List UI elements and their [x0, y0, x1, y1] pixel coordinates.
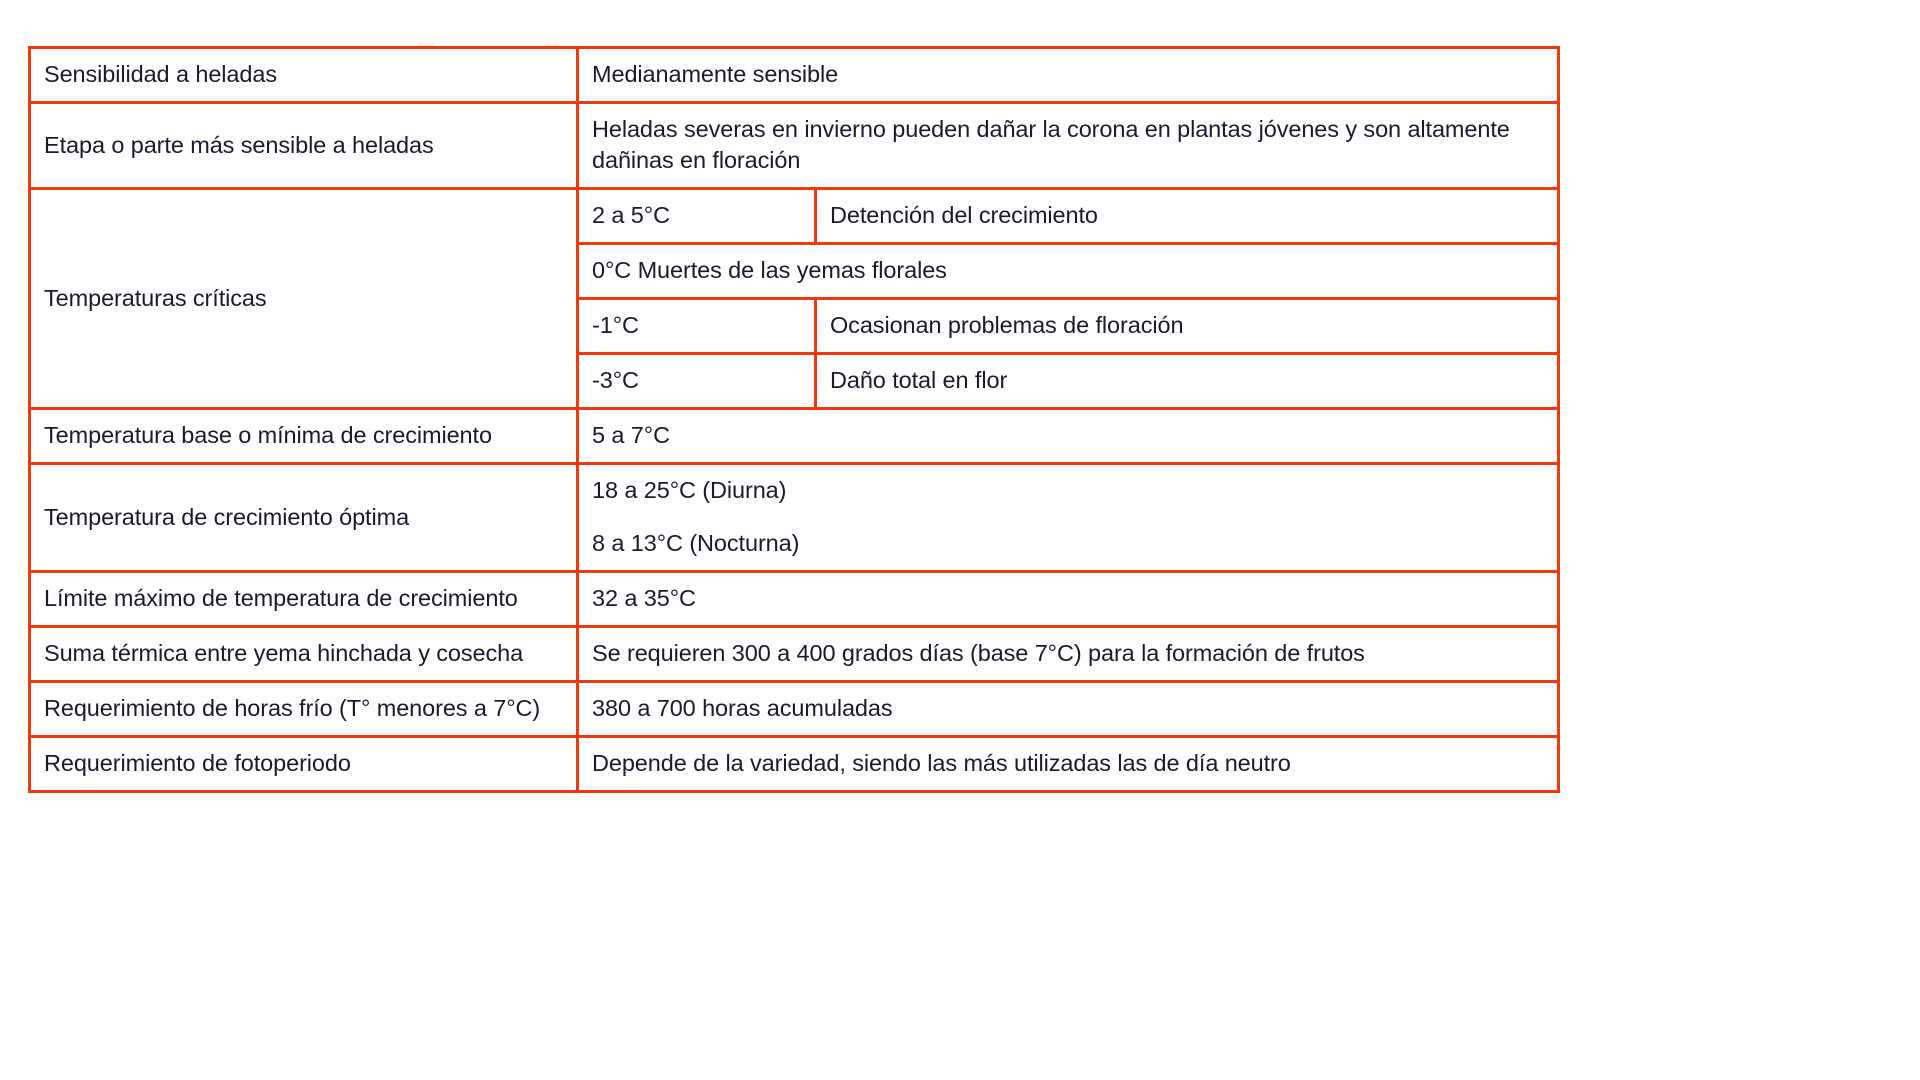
row-label-etapa-sensible-heladas: Etapa o parte más sensible a heladas: [30, 103, 578, 189]
subrow-effect-minus3: Daño total en flor: [816, 354, 1559, 409]
table-row: [30, 572, 1559, 627]
value-line-diurna: 18 a 25°C (Diurna): [592, 477, 787, 504]
row-label-suma-termica: Suma térmica entre yema hinchada y cosecha: [30, 627, 578, 682]
row-label-sensibilidad-heladas: Sensibilidad a heladas: [30, 48, 578, 103]
row-label-temperatura-base: Temperatura base o mínima de crecimiento: [30, 409, 578, 464]
subrow-effect-minus1: Ocasionan problemas de floración: [816, 299, 1559, 354]
row-value-horas-frio: 380 a 700 horas acumuladas: [578, 682, 1559, 737]
table-row: [30, 627, 1559, 682]
subrow-temp-minus3: -3°C: [578, 354, 816, 409]
table-row: [30, 409, 1559, 464]
row-value-suma-termica: Se requieren 300 a 400 grados días (base 7°C) para la formación de frutos: [578, 627, 1559, 682]
row-label-limite-maximo: Límite máximo de temperatura de crecimiento: [30, 572, 578, 627]
row-value-fotoperiodo: Depende de la variedad, siendo las más utilizadas las de día neutro: [578, 737, 1559, 792]
subrow-temp-2a5: 2 a 5°C: [578, 189, 816, 244]
row-value-temperatura-optima: [578, 464, 1559, 572]
crop-temperature-requirements-table: [28, 46, 1560, 793]
row-value-limite-maximo: 32 a 35°C: [578, 572, 1559, 627]
row-label-temperaturas-criticas: Temperaturas críticas: [30, 189, 578, 409]
subrow-temp-minus1: -1°C: [578, 299, 816, 354]
row-value-sensibilidad-heladas: Medianamente sensible: [578, 48, 1559, 103]
row-value-temperatura-base: 5 a 7°C: [578, 409, 1559, 464]
table-row: [30, 682, 1559, 737]
subrow-temp-0c: 0°C Muertes de las yemas florales: [578, 244, 1559, 299]
table-row: [30, 737, 1559, 792]
table-row: [30, 48, 1559, 103]
row-label-temperatura-optima: Temperatura de crecimiento óptima: [30, 464, 578, 572]
value-line-nocturna: 8 a 13°C (Nocturna): [592, 530, 800, 557]
table-row: [30, 103, 1559, 189]
table-row: [30, 464, 1559, 572]
row-label-horas-frio: Requerimiento de horas frío (T° menores a 7°C): [30, 682, 578, 737]
table-row: [30, 189, 1559, 244]
row-value-etapa-sensible-heladas: Heladas severas en invierno pueden dañar la corona en plantas jóvenes y son altamente dañinas en floración: [578, 103, 1559, 189]
row-label-fotoperiodo: Requerimiento de fotoperiodo: [30, 737, 578, 792]
subrow-effect-2a5: Detención del crecimiento: [816, 189, 1559, 244]
